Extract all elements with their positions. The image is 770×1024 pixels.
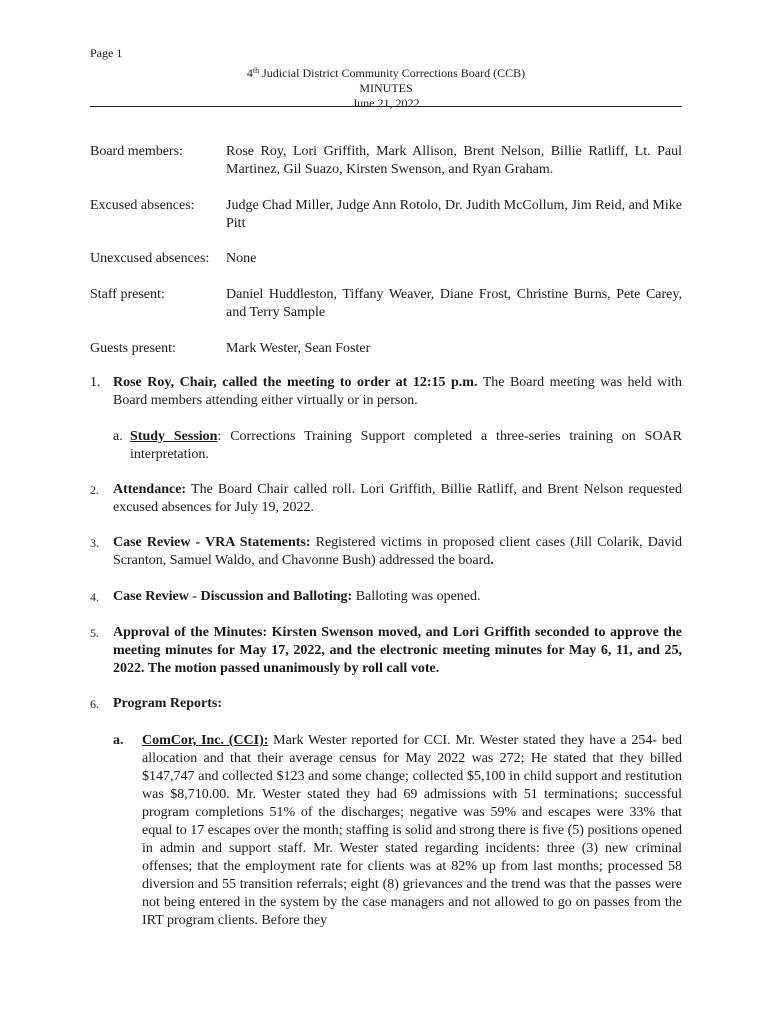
header-minutes: MINUTES bbox=[359, 81, 413, 95]
field-label: Guests present: bbox=[90, 341, 176, 356]
agenda-item-balloting bbox=[90, 588, 682, 606]
field-label: Unexcused absences: bbox=[90, 251, 210, 266]
item-number: 1. bbox=[90, 375, 101, 390]
header-title bbox=[90, 63, 682, 81]
agenda-item-vra-statements bbox=[90, 534, 682, 570]
field-board-members bbox=[90, 143, 682, 179]
field-unexcused-absences bbox=[90, 250, 682, 268]
item-text-end: . bbox=[490, 553, 494, 568]
item-text: Balloting was opened. bbox=[352, 589, 481, 604]
item-number: 2. bbox=[90, 483, 99, 497]
agenda-item-approval-of-minutes bbox=[90, 624, 682, 678]
field-label: Staff present: bbox=[90, 287, 165, 302]
field-value: Judge Chad Miller, Judge Ann Rotolo, Dr. Judith McCollum, Jim Reid, and Mike Pitt bbox=[226, 198, 682, 231]
item-text: Registered victims in proposed client cases (Jill Colarik, David Scranton, Samuel Waldo, and Chavonne Bush) addressed the board bbox=[113, 535, 682, 568]
item-number: 5. bbox=[90, 626, 99, 640]
agenda-item-program-reports bbox=[90, 695, 682, 713]
field-label: Excused absences: bbox=[90, 198, 195, 213]
item-text: The Board meeting was held with Board members attending either virtually or in person. bbox=[113, 375, 682, 408]
field-guests-present bbox=[90, 340, 682, 358]
item-heading: Rose Roy, Chair, called the meeting to order at 12:15 p.m. bbox=[113, 375, 478, 390]
field-staff-present bbox=[90, 286, 682, 322]
field-excused-absences bbox=[90, 197, 682, 233]
item-text: : Corrections Training Support completed a three-series training on SOAR interpretation. bbox=[130, 429, 682, 462]
item-text: Mark Wester reported for CCI. Mr. Wester stated they have a 254- bed allocation and that their average census for May 2022 was 272; He stated that they billed $147,747 and collected $123 and some change; collected $5,100 in child support and restitution was $8,710.00. Mr. Wester stated they had 69 admissions with 51 terminations; successful program completions 51% of the discharges; negative was 59% and escapes were 33% that equal to 17 escapes over the month; staffing is solid and strong there is five (5) positions opened in admin and support staff. Mr. Wester stated regarding incidents: three (3) new criminal offenses; that the employment rate for clients was at 82% up from last months; processed 58 diversion and 55 transition referrals; eight (8) grievances and the trend was that the passes were not being entered in the system by the case managers and not allowed to go on passes from the IRT program clients. Before they bbox=[142, 733, 682, 928]
document-header bbox=[90, 63, 682, 111]
item-heading: ComCor, Inc. (CCI): bbox=[142, 733, 269, 748]
header-board-name: Judicial District Community Corrections Board (CCB) bbox=[259, 66, 526, 80]
field-value: None bbox=[226, 251, 257, 266]
page-number: Page 1 bbox=[90, 46, 123, 60]
item-heading: Case Review - VRA Statements: bbox=[113, 535, 311, 550]
header-divider bbox=[90, 106, 682, 107]
item-number: 4. bbox=[90, 590, 99, 604]
header-date: June 21, 2022 bbox=[352, 96, 420, 110]
item-heading: Attendance: bbox=[113, 482, 187, 497]
header-ordinal: 4 bbox=[246, 66, 253, 80]
item-heading: Approval of the Minutes: Kirsten Swenson moved, and Lori Griffith seconded to approve the meeting minutes for May 17, 2022, and the electronic meeting minutes for May 6, 11, and 25, 2022. The motion passed unanimously by roll call vote. bbox=[113, 625, 682, 676]
item-number: 3. bbox=[90, 536, 99, 550]
item-letter: a. bbox=[113, 429, 123, 444]
item-heading: Study Session bbox=[130, 429, 218, 444]
item-text: The Board Chair called roll. Lori Griffith, Billie Ratliff, and Brent Nelson requested excused absences for July 19, 2022. bbox=[113, 482, 682, 515]
item-heading: Program Reports: bbox=[113, 696, 222, 711]
agenda-item-attendance bbox=[90, 481, 682, 517]
header-ordinal-suffix: th bbox=[252, 66, 260, 75]
item-heading: Case Review - Discussion and Balloting: bbox=[113, 589, 353, 604]
item-letter: a. bbox=[113, 733, 124, 748]
field-value: Mark Wester, Sean Foster bbox=[226, 341, 371, 356]
field-value: Rose Roy, Lori Griffith, Mark Allison, Brent Nelson, Billie Ratliff, Lt. Paul Martinez, Gil Suazo, Kirsten Swenson, and Ryan Graham. bbox=[226, 144, 682, 177]
field-label: Board members: bbox=[90, 144, 183, 159]
agenda-item-call-to-order bbox=[90, 374, 682, 410]
field-value: Daniel Huddleston, Tiffany Weaver, Diane Frost, Christine Burns, Pete Carey, and Terry Sample bbox=[226, 287, 682, 320]
program-report-comcor bbox=[113, 732, 682, 930]
agenda-subitem-study-session bbox=[113, 428, 682, 464]
item-number: 6. bbox=[90, 697, 99, 711]
